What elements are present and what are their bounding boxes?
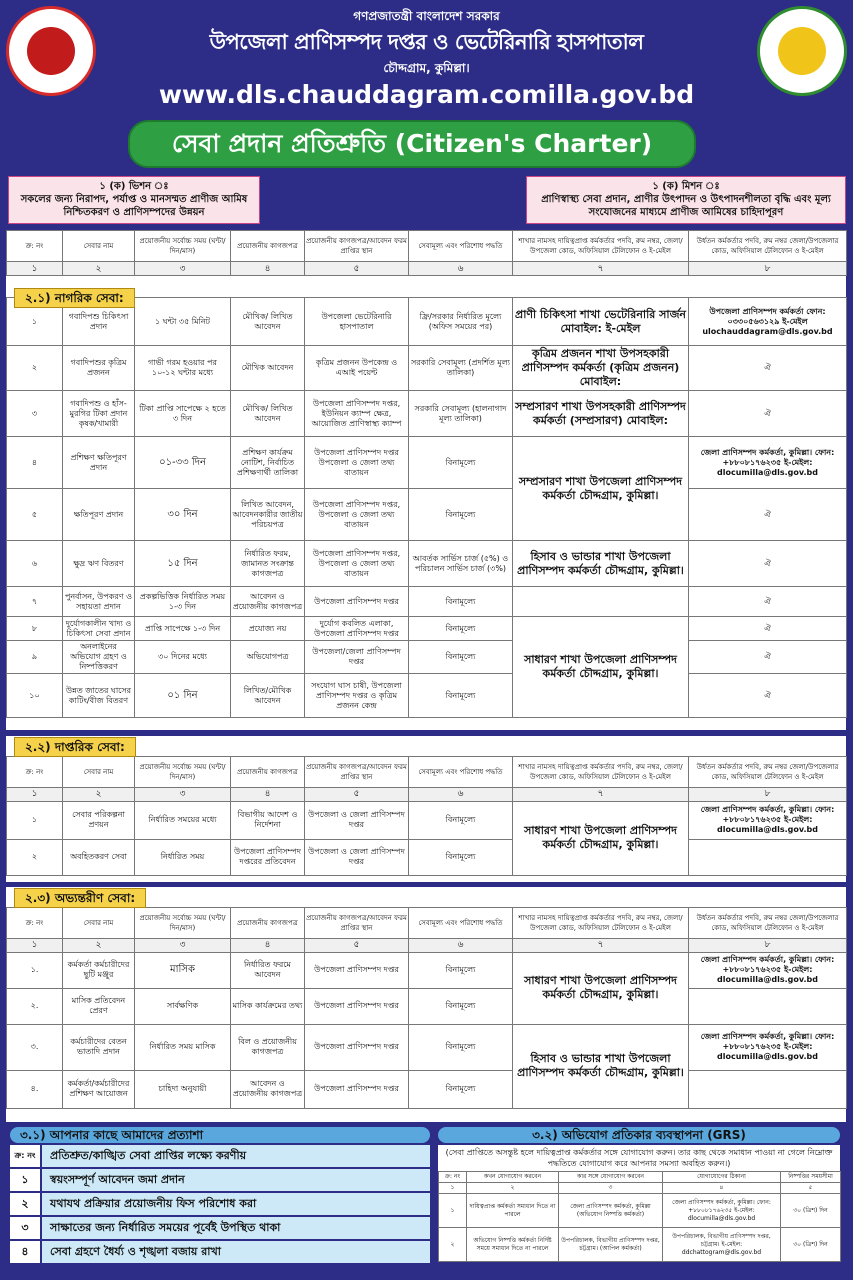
required-docs: উপজেলা প্রাণিসম্পদ দপ্তরের প্রতিবেদন xyxy=(231,839,305,875)
service-name: ক্ষুদ্র ঋণ বিতরণ xyxy=(63,541,135,587)
senior-officer xyxy=(689,988,847,1024)
table-row xyxy=(7,346,847,391)
col-number: ৬ xyxy=(409,262,513,276)
form-source: কৃত্রিম প্রজনন উপকেন্দ্র ও এআই পয়েন্ট xyxy=(305,346,409,391)
row-number: ৫ xyxy=(7,489,63,541)
service-name: উন্নত জাতের ঘাসের কাটিং/বীজ বিতরণ xyxy=(63,674,135,718)
expectations-box xyxy=(10,1127,430,1263)
col-header: ক্র: নং xyxy=(10,1145,40,1167)
website-url[interactable]: www.dls.chauddagram.comilla.gov.bd xyxy=(158,80,695,109)
expectation-item: সেবা গ্রহণে ধৈর্য্য ও শৃঙ্খলা বজায় রাখা xyxy=(42,1241,430,1263)
item-number: ১ xyxy=(10,1169,40,1191)
col-header: কখন যোগাযোগ করবেন xyxy=(467,1172,559,1183)
service-fee: বিনামূল্যে xyxy=(409,952,513,988)
citizen-section-heading: ২.১) নাগরিক সেবা: xyxy=(14,288,135,308)
internal-rows xyxy=(7,952,847,1108)
service-name: গবাদিপশু ও হাঁস-মুরগির টিকা প্রদান কৃষক/খামারী xyxy=(63,391,135,437)
table-row xyxy=(7,839,847,875)
form-source: উপজেলা প্রাণিসম্পদ দপ্তর xyxy=(305,952,409,988)
form-source: উপজেলা প্রাণিসম্পদ দপ্তর xyxy=(305,1024,409,1070)
col-number: ৩ xyxy=(559,1183,663,1194)
expectation-row xyxy=(10,1217,430,1239)
required-docs: মৌখিক/ লিখিত আবেদন xyxy=(231,391,305,437)
row-number: ৮ xyxy=(7,617,63,641)
senior-officer: ঐ xyxy=(689,617,847,641)
table-row xyxy=(7,988,847,1024)
service-time: নির্ধারিত সময় xyxy=(135,839,231,875)
government-title: গণপ্রজাতন্ত্রী বাংলাদেশ সরকার xyxy=(353,9,500,23)
required-docs: মৌখিক আবেদন xyxy=(231,346,305,391)
senior-officer: ঐ xyxy=(689,391,847,437)
col-number: ৭ xyxy=(513,262,689,276)
expectation-item: প্রতিশ্রুত/কাঙ্খিত সেবা প্রাপ্তির লক্ষ্যে করণীয় xyxy=(42,1145,430,1167)
office-rows xyxy=(7,801,847,875)
mission-label: ১ (ক) মিশন ঃ xyxy=(652,181,720,192)
service-name: সেবার পরিকল্পনা প্রণয়ন xyxy=(63,801,135,839)
table-row xyxy=(7,641,847,674)
row-number: ২ xyxy=(7,346,63,391)
col-header: উর্ধতন কর্মকর্তার পদবি, রুম নম্বর জেলা/উপজেলার কোড, অফিসিয়াল টেলিফোন ও ই-মেইল xyxy=(689,756,847,787)
grs-address: জেলা প্রাণিসম্পদ কর্মকর্তা, কুমিল্লা। ফোন: +৮৮০৮১৭৬২৩৫ ই-মেইল: dlocumilla@dls.gov.bd xyxy=(663,1194,781,1228)
col-header: উর্ধতন কর্মকর্তার পদবি, রুম নম্বর জেলা/উপজেলার কোড, অফিসিয়াল টেলিফোন ও ই-মেইল xyxy=(689,907,847,938)
charter-title: সেবা প্রদান প্রতিশ্রুতি (Citizen's Charter) xyxy=(128,120,696,168)
senior-officer: ঐ xyxy=(689,674,847,718)
grs-time: ৩০ (ত্রিশ) দিন xyxy=(781,1228,841,1262)
service-name: প্রশিক্ষণ ক্ষতিপূরণ প্রদান xyxy=(63,437,135,489)
service-fee: বিনামূল্যে xyxy=(409,988,513,1024)
responsible-officer: সম্প্রসারণ শাখা উপজেলা প্রাণিসম্পদ কর্মকর্তা চৌদ্দগ্রাম, কুমিল্লা। xyxy=(513,437,689,541)
col-header: প্রয়োজনীয় কাগজপত্র xyxy=(231,907,305,938)
table-row xyxy=(7,1070,847,1108)
service-fee: বিনামূল্যে xyxy=(409,801,513,839)
col-number: ৪ xyxy=(231,938,305,952)
form-source: উপজেলা প্রাণিসম্পদ দপ্তর, ইউনিয়ন ক্যাম্প ক্ষেত্র, আয়োজিত প্রাণিস্বাস্থ্য ক্যাম্প xyxy=(305,391,409,437)
form-source: দুর্যোগ কবলিত এলাকা, উপজেলা প্রাণিসম্পদ দপ্তর xyxy=(305,617,409,641)
senior-officer: ঐ xyxy=(689,587,847,617)
senior-officer xyxy=(689,839,847,875)
table-row xyxy=(7,489,847,541)
expectation-row xyxy=(10,1241,430,1263)
column-number-row xyxy=(7,787,847,801)
table-header xyxy=(7,907,847,938)
header xyxy=(0,0,853,175)
grs-heading: ৩.২) অভিযোগ প্রতিকার ব্যবস্থাপনা (GRS) xyxy=(438,1127,840,1143)
col-header: শাখার নামসহ দায়িত্বপ্রাপ্ত কর্মকর্তার পদবি, রুম নম্বর, জেলা/উপজেলা কোড, অফিসিয়াল টেলিফোন ও ই-মেইল xyxy=(513,231,689,262)
col-number: ৭ xyxy=(513,787,689,801)
item-number: ৪ xyxy=(10,1241,40,1263)
service-time: প্রাপ্তি সাপেক্ষে ১-৩ দিন xyxy=(135,617,231,641)
col-header: সেবার নাম xyxy=(63,907,135,938)
required-docs: বিভাগীয় আদেশ ও নির্দেশনা xyxy=(231,801,305,839)
service-time: ১৫ দিন xyxy=(135,541,231,587)
col-header: শাখার নামসহ দায়িত্বপ্রাপ্ত কর্মকর্তার পদবি, রুম নম্বর, জেলা/উপজেলা কোড, অফিসিয়াল টেলিফোন ও ই-মেইল xyxy=(513,907,689,938)
responsible-officer: হিসাব ও ভান্ডার শাখা উপজেলা প্রাণিসম্পদ কর্মকর্তা চৌদ্দগ্রাম, কুমিল্লা। xyxy=(513,1024,689,1108)
col-header: প্রয়োজনীয় সর্বোচ্চ সময় (ঘন্টা/দিন/মাস) xyxy=(135,231,231,262)
service-name: অনলাইনের অভিযোগ গ্রহণ ও নিষ্পত্তিকরণ xyxy=(63,641,135,674)
table-row xyxy=(439,1228,841,1262)
service-time: সার্বক্ষণিক xyxy=(135,988,231,1024)
form-source: উপজেলা প্রাণিসম্পদ দপ্তর উপজেলা ও জেলা তথ্য বাতায়ন xyxy=(305,437,409,489)
vision-label: ১ (ক) ভিশন ঃ xyxy=(99,181,169,192)
form-source: উপজেলা ও জেলা প্রাণিসম্পদ দপ্তর xyxy=(305,839,409,875)
expectation-row xyxy=(10,1169,430,1191)
senior-officer: ঐ xyxy=(689,346,847,391)
row-number: ১ xyxy=(7,298,63,346)
service-time: নির্ধারিত সময় মাসিক xyxy=(135,1024,231,1070)
col-number: ৫ xyxy=(781,1183,841,1194)
service-name: কর্মচারীদের বেতন ভাতাদি প্রদান xyxy=(63,1024,135,1070)
senior-officer: জেলা প্রাণিসম্পদ কর্মকর্তা, কুমিল্লা। ফোন: +৮৮০৮১৭৬২৩৫ ই-মেইল: dlocumilla@dls.gov.bd xyxy=(689,1024,847,1070)
mission-text: প্রাণিস্বাস্থ্য সেবা প্রদান, প্রাণীর উৎপাদন ও উৎপাদনশীলতা বৃদ্ধি এবং মূল্য সংযোজনের মাধ্যমে প্রাণীজ আমিষের চাহিদাপূরণ xyxy=(541,194,831,218)
col-header: সেবামূল্য এবং পরিশোধ পদ্ধতি xyxy=(409,756,513,787)
service-fee: বিনামূল্যে xyxy=(409,437,513,489)
grs-note: (সেবা প্রাপ্তিতে অসন্তুষ্ট হলে দায়িত্বপ্রাপ্ত কর্মকর্তার সঙ্গে যোগাযোগ করুন। তার কাছ থেকে সমাধান পাওয়া না গেলে নিম্নোক্ত পদ্ধতিতে যোগাযোগ করে আপনার সমস্যা অবহিত করুন।) xyxy=(438,1145,840,1171)
form-source: উপজেলা ও জেলা প্রাণিসম্পদ দপ্তর xyxy=(305,801,409,839)
form-source: উপজেলা প্রাণিসম্পদ দপ্তর xyxy=(305,1070,409,1108)
senior-officer: ঐ xyxy=(689,541,847,587)
col-header: সেবামূল্য এবং পরিশোধ পদ্ধতি xyxy=(409,231,513,262)
expectation-item: সাক্ষাতের জন্য নির্ধারিত সময়ের পূর্বেই উপস্থিত থাকা xyxy=(42,1217,430,1239)
col-header: প্রয়োজনীয় কাগজপত্র/আবেদন ফরম প্রাপ্তির স্থান xyxy=(305,907,409,938)
form-source: উপজেলা/জেলা প্রাণিসম্পদ দপ্তর xyxy=(305,641,409,674)
col-number: ১ xyxy=(7,787,63,801)
column-number-row xyxy=(7,938,847,952)
expectation-row xyxy=(10,1193,430,1215)
col-number: ৪ xyxy=(231,787,305,801)
col-number: ৮ xyxy=(689,787,847,801)
service-time: ৩০ দিনের মধ্যে xyxy=(135,641,231,674)
col-header: প্রয়োজনীয় কাগজপত্র xyxy=(231,756,305,787)
senior-officer xyxy=(689,1070,847,1108)
table-row xyxy=(7,617,847,641)
grs-who: উপপরিচালক, বিভাগীয় প্রাণিসম্পদ দপ্তর, চট্টগ্রাম। (আপিল কর্মকর্তা) xyxy=(559,1228,663,1262)
form-source: উপজেলা প্রাণিসম্পদ দপ্তর xyxy=(305,988,409,1024)
row-number: ১০ xyxy=(7,674,63,718)
col-number: ৬ xyxy=(409,787,513,801)
service-fee: সরকারি সেবামূল্য (প্রদর্শিত মূল্য তালিকা) xyxy=(409,346,513,391)
row-number: ২. xyxy=(7,988,63,1024)
required-docs: আবেদন ও প্রয়োজনীয় কাগজপত্র xyxy=(231,1070,305,1108)
col-header: কার সঙ্গে যোগাযোগ করবেন xyxy=(559,1172,663,1183)
required-docs: নির্ধারিত ফরম, জামানত সংক্রান্ত কাগজপত্র xyxy=(231,541,305,587)
table-row xyxy=(7,391,847,437)
row-number: ২ xyxy=(439,1228,467,1262)
required-docs: প্রযোজ্য নয় xyxy=(231,617,305,641)
service-time: গাভী গরম হওয়ার পর ১০-১২ ঘন্টার মধ্যে xyxy=(135,346,231,391)
col-header: সেবামূল্য এবং পরিশোধ পদ্ধতি xyxy=(409,907,513,938)
table-row xyxy=(7,1024,847,1070)
expectation-item: যথাযথ প্রক্রিয়ার প্রয়োজনীয় ফিস পরিশোধ করা xyxy=(42,1193,430,1215)
service-fee: আবর্তক সার্ভিস চার্জ (৫%) ও পরিচালন সার্ভিস চার্জ (৩%) xyxy=(409,541,513,587)
service-name: মাসিক প্রতিবেদন প্রেরণ xyxy=(63,988,135,1024)
col-header: ক্র: নং xyxy=(7,231,63,262)
citizen-rows xyxy=(7,298,847,718)
internal-services-table xyxy=(6,887,847,1109)
service-fee: সরকারি সেবামূল্য (হালনাগাদ মূল্য তালিকা) xyxy=(409,391,513,437)
responsible-officer: কৃত্রিম প্রজনন শাখা উপসহকারী প্রাণিসম্পদ কর্মকর্তা (কৃত্রিম প্রজনন) মোবাইল: xyxy=(513,346,689,391)
table-row xyxy=(7,437,847,489)
form-source: উপজেলা প্রাণিসম্পদ দপ্তর, উপজেলা ও জেলা তথ্য বাতায়ন xyxy=(305,489,409,541)
service-fee: ফ্রি/সরকার নির্ধারিত মূল্যে (অফিস সময়ের পর) xyxy=(409,298,513,346)
required-docs: লিখিত/মৌখিক আবেদন xyxy=(231,674,305,718)
col-header: সেবার নাম xyxy=(63,756,135,787)
service-fee: বিনামূল্যে xyxy=(409,489,513,541)
col-number: ১ xyxy=(7,262,63,276)
vision-box xyxy=(8,176,260,224)
required-docs: অভিযোগপত্র xyxy=(231,641,305,674)
col-number: ৫ xyxy=(305,938,409,952)
table-row xyxy=(7,952,847,988)
required-docs: বিল ও প্রয়োজনীয় কাগজপত্র xyxy=(231,1024,305,1070)
col-number: ১ xyxy=(7,938,63,952)
col-header: নিষ্পত্তির সময়সীমা xyxy=(781,1172,841,1183)
col-header: প্রয়োজনীয় সর্বোচ্চ সময় (ঘন্টা/দিন/মাস) xyxy=(135,907,231,938)
item-number: ৩ xyxy=(10,1217,40,1239)
service-time: টিকা প্রাপ্তি সাপেক্ষে ২ হতে ৩ দিন xyxy=(135,391,231,437)
col-header: প্রয়োজনীয় কাগজপত্র/আবেদন ফরম প্রাপ্তির স্থান xyxy=(305,231,409,262)
col-number: ২ xyxy=(63,262,135,276)
col-number: ৩ xyxy=(135,938,231,952)
responsible-officer: হিসাব ও ভান্ডার শাখা উপজেলা প্রাণিসম্পদ কর্মকর্তা চৌদ্দগ্রাম, কুমিল্লা। xyxy=(513,541,689,587)
table-row xyxy=(7,801,847,839)
col-number: ১ xyxy=(439,1183,467,1194)
service-name: ক্ষতিপূরণ প্রদান xyxy=(63,489,135,541)
col-header: যোগাযোগের ঠিকানা xyxy=(663,1172,781,1183)
row-number: ৭ xyxy=(7,587,63,617)
service-time: ০১ দিন xyxy=(135,674,231,718)
expectations-header-row xyxy=(10,1145,430,1167)
table-row xyxy=(439,1194,841,1228)
service-name: দুর্যোগকালীন খাদ্য ও চিকিৎসা সেবা প্রদান xyxy=(63,617,135,641)
required-docs: মাসিক কার্যক্রমের তথ্য xyxy=(231,988,305,1024)
mission-box xyxy=(526,176,846,224)
col-number: ২ xyxy=(63,938,135,952)
responsible-officer: সাধারণ শাখা উপজেলা প্রাণিসম্পদ কর্মকর্তা চৌদ্দগ্রাম, কুমিল্লা। xyxy=(513,801,689,875)
expectations-heading: ৩.১) আপনার কাছে আমাদের প্রত্যাশা xyxy=(10,1127,430,1143)
required-docs: মৌখিক/ লিখিত আবেদন xyxy=(231,298,305,346)
service-time: ১ ঘন্টা ৩৫ মিনিট xyxy=(135,298,231,346)
senior-officer: জেলা প্রাণিসম্পদ কর্মকর্তা, কুমিল্লা। ফোন: +৮৮০৮১৭৬২৩৫ ই-মেইল: dlocumilla@dls.gov.bd xyxy=(689,801,847,839)
form-source: উপজেলা প্রাণিসম্পদ দপ্তর xyxy=(305,587,409,617)
col-number: ৭ xyxy=(513,938,689,952)
expectation-item: স্বয়ংসম্পূর্ণ আবেদন জমা প্রদান xyxy=(42,1169,430,1191)
col-number: ৮ xyxy=(689,262,847,276)
form-source: উপজেলা ভেটেরিনারি হাসপাতাল xyxy=(305,298,409,346)
office-location: চৌদ্দগ্রাম, কুমিল্লা। xyxy=(383,61,470,75)
col-number: ৩ xyxy=(135,262,231,276)
responsible-officer: সম্প্রসারণ শাখা উপসহকারী প্রাণিসম্পদ কর্মকর্তা (সম্প্রসারণ) মোবাইল: xyxy=(513,391,689,437)
col-number: ৬ xyxy=(409,938,513,952)
service-time: প্রকল্পভিত্তিক নির্ধারিত সময় ১-৩ দিন xyxy=(135,587,231,617)
responsible-officer xyxy=(513,587,689,617)
office-section-heading: ২.২) দাপ্তরিক সেবা: xyxy=(14,737,136,757)
table-header xyxy=(7,231,847,262)
form-source: সংযোগ ঘাস চাষী, উপজেলা প্রাণিসম্পদ দপ্তর ও কৃত্রিম প্রজনন কেন্দ্র xyxy=(305,674,409,718)
table-row xyxy=(7,587,847,617)
grs-who: জেলা প্রাণিসম্পদ কর্মকর্তা, কুমিল্লা (অভিযোগ নিষ্পত্তি কর্মকর্তা) xyxy=(559,1194,663,1228)
table-row xyxy=(7,674,847,718)
col-number: ৪ xyxy=(663,1183,781,1194)
row-number: ১ xyxy=(7,801,63,839)
service-fee: বিনামূল্যে xyxy=(409,1070,513,1108)
col-header: প্রয়োজনীয় কাগজপত্র/আবেদন ফরম প্রাপ্তির স্থান xyxy=(305,756,409,787)
vision-text: সকলের জন্য নিরাপদ, পর্যাপ্ত ও মানসম্মত প্রাণীজ আমিষ নিশ্চিতকরণ ও প্রাণিসম্পদের উন্নয়ন xyxy=(20,194,248,218)
internal-section-heading: ২.৩) অভ্যন্তরীণ সেবা: xyxy=(14,888,146,908)
col-number: ৪ xyxy=(231,262,305,276)
service-fee: বিনামূল্যে xyxy=(409,617,513,641)
service-name: গবাদিপশু চিকিৎসা প্রদান xyxy=(63,298,135,346)
grs-time: ৩০ (ত্রিশ) দিন xyxy=(781,1194,841,1228)
table-header xyxy=(439,1172,841,1183)
col-number: ২ xyxy=(63,787,135,801)
table-header xyxy=(7,756,847,787)
col-header: সেবার নাম xyxy=(63,231,135,262)
service-name: গবাদিপশুর কৃত্রিম প্রজনন xyxy=(63,346,135,391)
responsible-officer: প্রাণী চিকিৎসা শাখা ভেটেরিনারি সার্জন মোবাইল: ই-মেইল xyxy=(513,298,689,346)
grs-box xyxy=(438,1127,840,1262)
col-header: ক্র: নং xyxy=(7,756,63,787)
col-header: শাখার নামসহ দায়িত্বপ্রাপ্ত কর্মকর্তার পদবি, রুম নম্বর, জেলা/উপজেলা কোড, অফিসিয়াল টেলিফোন ও ই-মেইল xyxy=(513,756,689,787)
senior-officer: ঐ xyxy=(689,641,847,674)
grs-when: দায়িত্বপ্রাপ্ত কর্মকর্তা সমাধান দিতে না পারলে xyxy=(467,1194,559,1228)
service-time: মাসিক xyxy=(135,952,231,988)
responsible-officer: সাধারণ শাখা উপজেলা প্রাণিসম্পদ কর্মকর্তা চৌদ্দগ্রাম, কুমিল্লা। xyxy=(513,617,689,718)
service-name: কর্মকর্তা/কর্মচারীদের প্রশিক্ষণ আয়োজন xyxy=(63,1070,135,1108)
row-number: ৪ xyxy=(7,437,63,489)
col-header: প্রয়োজনীয় সর্বোচ্চ সময় (ঘন্টা/দিন/মাস) xyxy=(135,756,231,787)
row-number: ৩. xyxy=(7,1024,63,1070)
service-name: কর্মকর্তা কর্মচারীদের ছুটি মঞ্জুর xyxy=(63,952,135,988)
grs-address: উপপরিচালক, বিভাগীয় প্রাণিসম্পদ দপ্তর, চট্টগ্রাম। ই-মেইল: ddchattogram@dls.gov.bd xyxy=(663,1228,781,1262)
internal-services-panel xyxy=(6,887,846,1122)
service-fee: বিনামূল্যে xyxy=(409,674,513,718)
column-number-row xyxy=(439,1183,841,1194)
service-fee: বিনামূল্যে xyxy=(409,839,513,875)
senior-officer: জেলা প্রাণিসম্পদ কর্মকর্তা, কুমিল্লা। ফোন: +৮৮০৮১৭৬২৩৫ ই-মেইল: dlocumilla@dls.gov.bd xyxy=(689,437,847,489)
col-number: ৩ xyxy=(135,787,231,801)
required-docs: প্রশিক্ষণ কার্যক্রম নোটিশ, নির্বাচিত প্রশিক্ষণার্থী তালিকা xyxy=(231,437,305,489)
col-number: ৫ xyxy=(305,262,409,276)
office-title: উপজেলা প্রাণিসম্পদ দপ্তর ও ভেটেরিনারি হাসপাতাল xyxy=(209,30,644,54)
row-number: ১. xyxy=(7,952,63,988)
table-row xyxy=(7,541,847,587)
row-number: ৯ xyxy=(7,641,63,674)
service-name: পুনর্বাসন, উপকরণ ও সহায়তা প্রদান xyxy=(63,587,135,617)
service-name: অবহিতকরণ সেবা xyxy=(63,839,135,875)
office-services-panel xyxy=(6,736,846,882)
column-number-row xyxy=(7,262,847,276)
row-number: ৪. xyxy=(7,1070,63,1108)
required-docs: আবেদন ও প্রয়োজনীয় কাগজপত্র xyxy=(231,587,305,617)
col-header: প্রয়োজনীয় কাগজপত্র xyxy=(231,231,305,262)
required-docs: নির্ধারিত ফরমে আবেদন xyxy=(231,952,305,988)
service-fee: বিনামূল্যে xyxy=(409,1024,513,1070)
row-number: ৩ xyxy=(7,391,63,437)
col-number: ৫ xyxy=(305,787,409,801)
row-number: ৬ xyxy=(7,541,63,587)
service-time: চাহিদা অনুযায়ী xyxy=(135,1070,231,1108)
row-number: ২ xyxy=(7,839,63,875)
service-time: ৩০ দিন xyxy=(135,489,231,541)
service-time: ০১-৩৩ দিন xyxy=(135,437,231,489)
citizen-services-panel xyxy=(6,230,846,730)
senior-officer: ঐ xyxy=(689,489,847,541)
required-docs: লিখিত আবেদন, আবেদনকারীর জাতীয় পরিচয়পত্র xyxy=(231,489,305,541)
responsible-officer: সাধারণ শাখা উপজেলা প্রাণিসম্পদ কর্মকর্তা চৌদ্দগ্রাম, কুমিল্লা। xyxy=(513,952,689,1024)
col-number: ২ xyxy=(467,1183,559,1194)
col-header: উর্ধতন কর্মকর্তার পদবি, রুম নম্বর জেলা/উপজেলার কোড, অফিসিয়াল টেলিফোন ও ই-মেইল xyxy=(689,231,847,262)
col-header: ক্র: নং xyxy=(439,1172,467,1183)
senior-officer: জেলা প্রাণিসম্পদ কর্মকর্তা, কুমিল্লা। ফোন: +৮৮০৮১৭৬২৩৫ ই-মেইল: dlocumilla@dls.gov.bd xyxy=(689,952,847,988)
grs-table xyxy=(438,1171,841,1262)
service-fee: বিনামূল্যে xyxy=(409,587,513,617)
grs-when: অভিযোগ নিষ্পত্তি কর্মকর্তা নির্দিষ্ট সময়ে সমাধান দিতে না পারলে xyxy=(467,1228,559,1262)
col-number: ৮ xyxy=(689,938,847,952)
col-header: ক্র: নং xyxy=(7,907,63,938)
form-source: উপজেলা প্রাণিসম্পদ দপ্তর, উপজেলা ও জেলা তথ্য বাতায়ন xyxy=(305,541,409,587)
service-fee: বিনামূল্যে xyxy=(409,641,513,674)
service-time: নির্ধারিত সময়ের মধ্যে xyxy=(135,801,231,839)
item-number: ২ xyxy=(10,1193,40,1215)
row-number: ১ xyxy=(439,1194,467,1228)
senior-officer: উপজেলা প্রাণিসম্পদ কর্মকর্তা ফোন: ০৩৩০৫৬৩১২৯ ই-মেইল ulochauddagram@dls.gov.bd xyxy=(689,298,847,346)
